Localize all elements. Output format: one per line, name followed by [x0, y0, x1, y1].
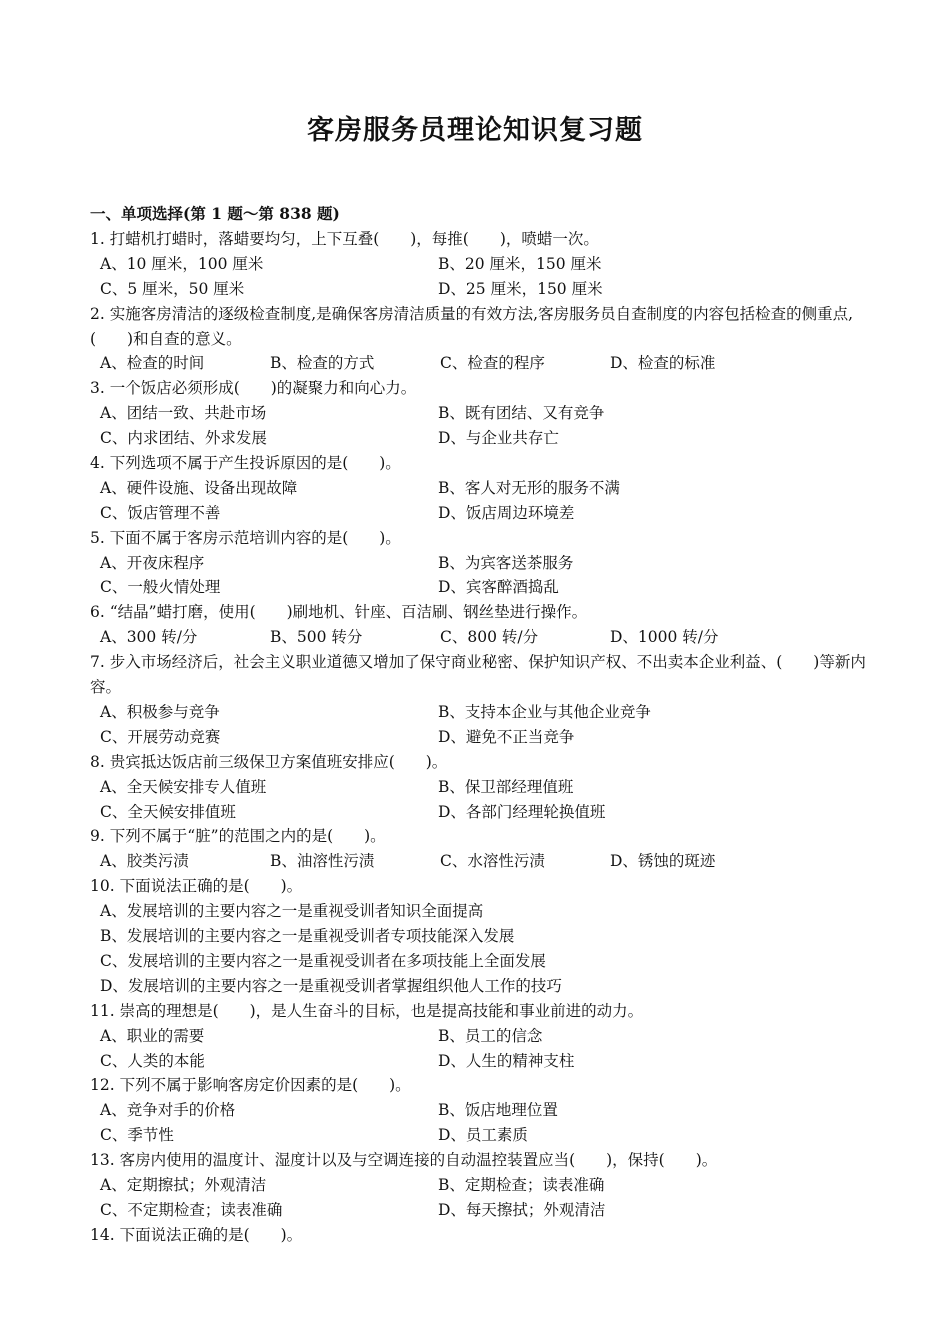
question-item — [90, 1073, 870, 1148]
question-stem: 4. 下列选项不属于产生投诉原因的是( )。 — [90, 453, 401, 472]
option-text: D、锈蚀的斑迹 — [610, 852, 716, 871]
option-row — [90, 501, 870, 526]
option-text: A、300 转/分 — [100, 628, 198, 647]
option-text: D、宾客醉酒捣乱 — [438, 578, 559, 597]
option-row — [90, 351, 870, 376]
option-row — [90, 700, 870, 725]
option-text: B、为宾客送茶服务 — [438, 553, 574, 572]
option-row — [90, 849, 870, 874]
option-text: D、发展培训的主要内容之一是重视受训者掌握组织他人工作的技巧 — [100, 976, 562, 995]
question-item — [90, 600, 870, 650]
question-item — [90, 750, 870, 825]
option-text: B、饭店地理位置 — [438, 1101, 558, 1120]
question-stem: 9. 下列不属于“脏”的范围之内的是( )。 — [90, 827, 386, 846]
option-row — [90, 775, 870, 800]
option-text: A、职业的需要 — [100, 1026, 205, 1045]
option-text: C、全天候安排值班 — [100, 802, 236, 821]
option-text: B、20 厘米，150 厘米 — [438, 254, 602, 273]
option-row — [90, 401, 870, 426]
option-text: C、一般火情处理 — [100, 578, 221, 597]
option-row — [90, 476, 870, 501]
question-item — [90, 1148, 870, 1223]
question-item — [90, 1223, 870, 1248]
option-text: B、发展培训的主要内容之一是重视受训者专项技能深入发展 — [100, 927, 515, 946]
option-text: A、硬件设施、设备出现故障 — [100, 478, 298, 497]
option-text: D、25 厘米，150 厘米 — [438, 279, 603, 298]
option-text: D、检查的标准 — [610, 354, 716, 373]
question-stem: 11. 崇高的理想是( )，是人生奋斗的目标，也是提高技能和事业前进的动力。 — [90, 1001, 644, 1020]
option-text: B、保卫部经理值班 — [438, 777, 574, 796]
option-row — [90, 1024, 870, 1049]
option-row — [90, 625, 870, 650]
option-text: C、开展劳动竞赛 — [100, 727, 221, 746]
question-item — [90, 376, 870, 451]
option-text: A、开夜床程序 — [100, 553, 205, 572]
option-text: A、10 厘米，100 厘米 — [100, 254, 264, 273]
option-text: A、积极参与竞争 — [100, 702, 220, 721]
option-row — [90, 426, 870, 451]
option-text: B、油溶性污渍 — [270, 852, 375, 871]
option-row — [90, 575, 870, 600]
option-text: B、检查的方式 — [270, 354, 375, 373]
option-row — [90, 800, 870, 825]
option-text: D、人生的精神支柱 — [438, 1051, 575, 1070]
option-row — [90, 551, 870, 576]
option-text: D、各部门经理轮换值班 — [438, 802, 606, 821]
question-list — [90, 202, 870, 1248]
option-text: B、客人对无形的服务不满 — [438, 478, 620, 497]
section-heading: 一、单项选择(第 1 题～第 838 题) — [90, 204, 340, 223]
option-text: A、竞争对手的价格 — [100, 1101, 236, 1120]
option-row — [90, 1049, 870, 1074]
question-item — [90, 650, 870, 750]
option-text: D、避免不正当竞争 — [438, 727, 575, 746]
page-title: 客房服务员理论知识复习题 — [307, 115, 643, 146]
option-text: A、检查的时间 — [100, 354, 205, 373]
question-stem: 3. 一个饭店必须形成( )的凝聚力和向心力。 — [90, 379, 417, 398]
question-item — [90, 999, 870, 1074]
option-text: C、检查的程序 — [440, 354, 545, 373]
option-text: A、团结一致、共赴市场 — [100, 404, 267, 423]
option-text: D、员工素质 — [438, 1126, 528, 1145]
question-stem: 13. 客房内使用的温度计、湿度计以及与空调连接的自动温控装置应当( )，保持( )。 — [90, 1151, 718, 1170]
option-text: C、人类的本能 — [100, 1051, 205, 1070]
option-text: C、内求团结、外求发展 — [100, 429, 267, 448]
option-text: B、既有团结、又有竞争 — [438, 404, 605, 423]
option-text: A、全天候安排专人值班 — [100, 777, 267, 796]
option-text: B、定期检查；读表准确 — [438, 1176, 605, 1195]
option-text: B、员工的信念 — [438, 1026, 543, 1045]
question-stem: 6. “结晶”蜡打磨，使用( )刷地机、针座、百洁刷、钢丝垫进行操作。 — [90, 603, 588, 622]
option-text: D、每天擦拭；外观清洁 — [438, 1200, 606, 1219]
question-stem: 14. 下面说法正确的是( )。 — [90, 1225, 303, 1244]
option-row — [90, 277, 870, 302]
option-text: D、与企业共存亡 — [438, 429, 559, 448]
option-row — [90, 1198, 870, 1223]
question-stem: 7. 步入市场经济后，社会主义职业道德又增加了保守商业秘密、保护知识产权、不出卖本企业利益、( )等新内容。 — [90, 653, 866, 697]
option-row — [90, 1123, 870, 1148]
question-stem: 10. 下面说法正确的是( )。 — [90, 877, 303, 896]
option-text: A、胶类污渍 — [100, 852, 189, 871]
option-text: C、800 转/分 — [440, 628, 539, 647]
option-text: A、发展培训的主要内容之一是重视受训者知识全面提高 — [100, 902, 484, 921]
option-row — [90, 252, 870, 277]
question-stem: 12. 下列不属于影响客房定价因素的是( )。 — [90, 1076, 411, 1095]
option-row — [90, 1098, 870, 1123]
question-item — [90, 302, 870, 377]
option-text: A、定期擦拭；外观清洁 — [100, 1176, 267, 1195]
option-text: C、发展培训的主要内容之一是重视受训者在多项技能上全面发展 — [100, 951, 546, 970]
question-stem: 1. 打蜡机打蜡时，落蜡要均匀，上下互叠( )，每推( )，喷蜡一次。 — [90, 229, 599, 248]
option-text: C、5 厘米，50 厘米 — [100, 279, 245, 298]
option-text: C、水溶性污渍 — [440, 852, 545, 871]
option-text: B、支持本企业与其他企业竞争 — [438, 702, 651, 721]
option-text: D、饭店周边环境差 — [438, 503, 575, 522]
question-item — [90, 824, 870, 874]
question-item — [90, 227, 870, 302]
option-row — [90, 725, 870, 750]
option-text: B、500 转分 — [270, 628, 363, 647]
question-stem: 8. 贵宾抵达饭店前三级保卫方案值班安排应( )。 — [90, 752, 448, 771]
option-text: C、不定期检查；读表准确 — [100, 1200, 283, 1219]
option-text: D、1000 转/分 — [610, 628, 719, 647]
question-stem: 2. 实施客房清洁的逐级检查制度,是确保客房清洁质量的有效方法,客房服务员自查制度的内容包括检查的侧重点,( )和自查的意义。 — [90, 304, 854, 348]
question-item — [90, 874, 870, 999]
option-row — [90, 1173, 870, 1198]
option-text: C、饭店管理不善 — [100, 503, 221, 522]
question-stem: 5. 下面不属于客房示范培训内容的是( )。 — [90, 528, 401, 547]
question-item — [90, 526, 870, 601]
option-text: C、季节性 — [100, 1126, 174, 1145]
question-item — [90, 451, 870, 526]
